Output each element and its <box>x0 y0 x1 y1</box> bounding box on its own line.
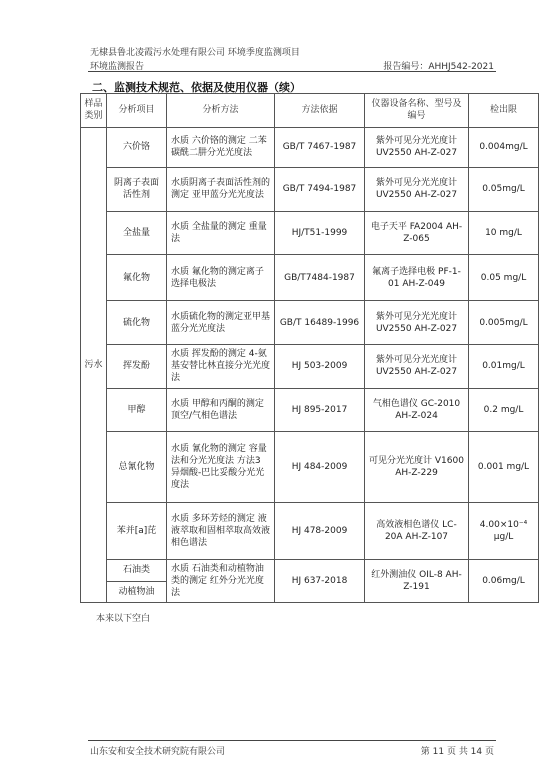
method-cell: 水质 六价铬的测定 二苯碳酰二肼分光光度法 <box>167 127 275 168</box>
basis-cell: HJ 895-2017 <box>275 388 365 432</box>
method-cell: 水质 多环芳烃的测定 液液萃取和固相萃取高效液相色谱法 <box>167 503 275 560</box>
table-row <box>81 560 539 581</box>
header-instrument: 仪器设备名称、型号及编号 <box>365 94 469 128</box>
item-cell: 硫化物 <box>107 301 167 345</box>
monitoring-method-table <box>80 93 539 603</box>
basis-cell: HJ 484-2009 <box>275 432 365 503</box>
table-row <box>81 168 539 212</box>
basis-cell: GB/T7484-1987 <box>275 255 365 301</box>
header-method: 分析方法 <box>167 94 275 128</box>
table-header-row <box>81 94 539 128</box>
footer-page-number: 第 11 页 共 14 页 <box>420 747 494 757</box>
section-title: 二、监测技术规范、依据及使用仪器（续） <box>92 81 301 94</box>
item-cell: 挥发酚 <box>107 344 167 388</box>
table-row <box>81 127 539 168</box>
item-cell: 苯并[a]芘 <box>107 503 167 560</box>
table-row <box>81 503 539 560</box>
instrument-cell: 红外测油仪 OIL-8 AH-Z-191 <box>365 560 469 603</box>
basis-cell: GB/T 7467-1987 <box>275 127 365 168</box>
method-cell: 水质 挥发酚的测定 4-氨基安替比林直接分光光度法 <box>167 344 275 388</box>
basis-cell: HJ 503-2009 <box>275 344 365 388</box>
limit-cell: 10 mg/L <box>469 211 539 255</box>
limit-cell: 0.05 mg/L <box>469 255 539 301</box>
header-basis: 方法依据 <box>275 94 365 128</box>
limit-cell: 0.001 mg/L <box>469 432 539 503</box>
footer-divider <box>88 740 496 741</box>
item-cell: 氟化物 <box>107 255 167 301</box>
instrument-cell: 紫外可见分光光度计 UV2550 AH-Z-027 <box>365 168 469 212</box>
instrument-cell: 紫外可见分光光度计 UV2550 AH-Z-027 <box>365 301 469 345</box>
limit-cell: 0.004mg/L <box>469 127 539 168</box>
header-sample-type: 样品类别 <box>81 94 107 128</box>
item-cell: 甲醇 <box>107 388 167 432</box>
footer-organization: 山东安和安全技术研究院有限公司 <box>90 747 226 757</box>
limit-cell: 0.06mg/L <box>469 560 539 603</box>
item-cell: 石油类 <box>107 560 167 581</box>
method-cell: 水质硫化物的测定亚甲基蓝分光光度法 <box>167 301 275 345</box>
table-row <box>81 301 539 345</box>
item-cell: 总氰化物 <box>107 432 167 503</box>
basis-cell: GB/T 7494-1987 <box>275 168 365 212</box>
blank-below-note: 本来以下空白 <box>96 614 151 624</box>
instrument-cell: 电子天平 FA2004 AH-Z-065 <box>365 211 469 255</box>
header-limit: 检出限 <box>469 94 539 128</box>
instrument-cell: 紫外可见分光光度计 UV2550 AH-Z-027 <box>365 127 469 168</box>
instrument-cell: 可见分光光度计 V1600 AH-Z-229 <box>365 432 469 503</box>
limit-cell: 0.05mg/L <box>469 168 539 212</box>
method-cell: 水质 氟化物的测定离子选择电极法 <box>167 255 275 301</box>
header-item: 分析项目 <box>107 94 167 128</box>
instrument-cell: 氟离子选择电极 PF-1-01 AH-Z-049 <box>365 255 469 301</box>
table-row <box>81 388 539 432</box>
limit-cell: 0.2 mg/L <box>469 388 539 432</box>
table-row <box>81 344 539 388</box>
item-cell: 六价铬 <box>107 127 167 168</box>
basis-cell: GB/T 16489-1996 <box>275 301 365 345</box>
limit-cell: 0.01mg/L <box>469 344 539 388</box>
item-cell: 动植物油 <box>107 581 167 602</box>
method-cell: 水质 甲醇和丙酮的测定 顶空/气相色谱法 <box>167 388 275 432</box>
item-cell: 全盐量 <box>107 211 167 255</box>
limit-cell: 0.005mg/L <box>469 301 539 345</box>
instrument-cell: 气相色谱仪 GC-2010 AH-Z-024 <box>365 388 469 432</box>
basis-cell: HJ 478-2009 <box>275 503 365 560</box>
basis-cell: HJ 637-2018 <box>275 560 365 603</box>
table-row <box>81 432 539 503</box>
basis-cell: HJ/T51-1999 <box>275 211 365 255</box>
limit-cell: 4.00×10⁻⁴ μg/L <box>469 503 539 560</box>
method-cell: 水质 石油类和动植物油类的测定 红外分光光度法 <box>167 560 275 603</box>
method-cell: 水质阴离子表面活性剂的测定 亚甲蓝分光光度法 <box>167 168 275 212</box>
report-header-subtitle: 环境监测报告 <box>90 62 145 72</box>
method-cell: 水质 全盐量的测定 重量法 <box>167 211 275 255</box>
instrument-cell: 高效液相色谱仪 LC-20A AH-Z-107 <box>365 503 469 560</box>
item-cell: 阴离子表面活性剂 <box>107 168 167 212</box>
instrument-cell: 紫外可见分光光度计 UV2550 AH-Z-027 <box>365 344 469 388</box>
header-divider <box>88 71 496 72</box>
table-row <box>81 211 539 255</box>
report-number: 报告编号：AHHJ542-2021 <box>383 62 494 72</box>
method-cell: 水质 氰化物的测定 容量法和分光光度法 方法3 异烟酸-巴比妥酸分光光度法 <box>167 432 275 503</box>
sample-type-cell: 污水 <box>81 127 107 602</box>
report-header-title: 无棣县鲁北凌霞污水处理有限公司 环境季度监测项目 <box>90 48 300 58</box>
table-row <box>81 255 539 301</box>
